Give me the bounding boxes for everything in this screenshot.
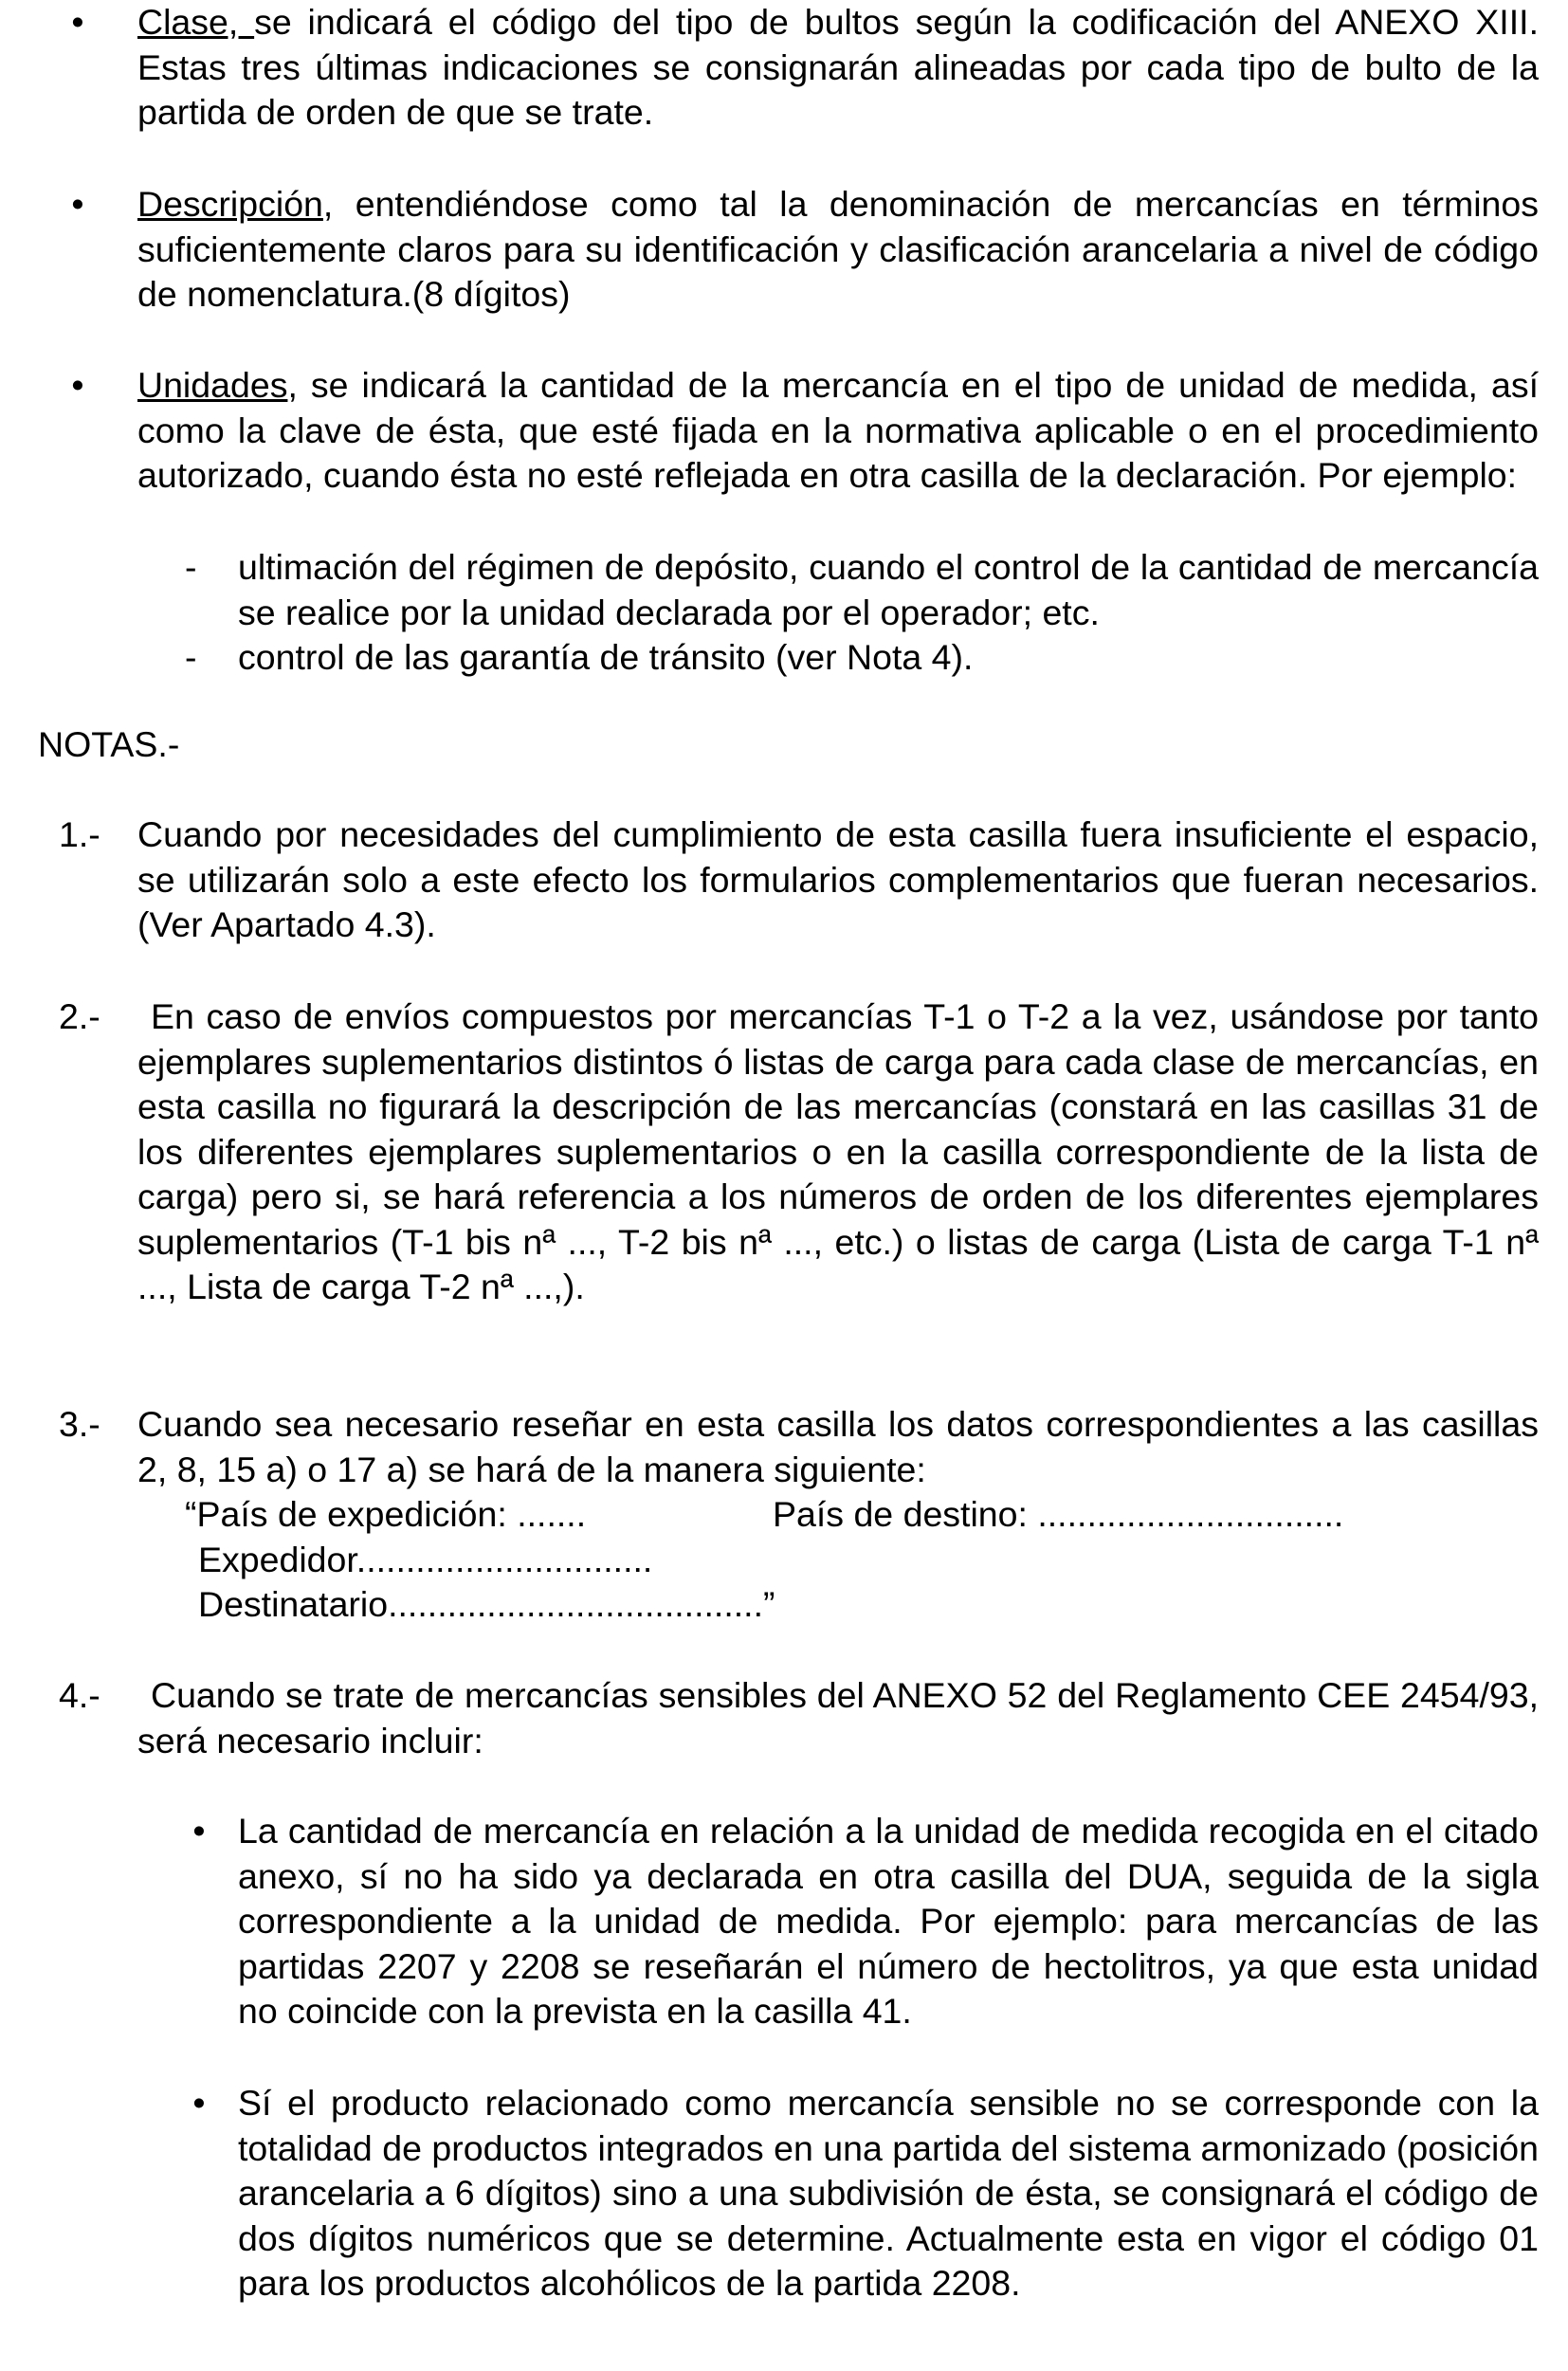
template-line-pais-expedicion: “País de expedición: .......: [185, 1494, 587, 1534]
dash-marker: -: [185, 637, 197, 677]
bullet-paragraph-descripcion: [137, 182, 1539, 318]
note-bullet-text: La cantidad de mercancía en relación a la unidad de medida recogida en el citado anexo, sí no ha sido ya declarada en otra casilla del DUA, seguida de la sigla correspondiente a la unidad de medida. Por ejemplo: para mercancías de las partidas 2207 y 2208 se reseñarán el número de hectolitros, ya que esta unidad no coincide con la prevista en la casilla 41.: [238, 1811, 1539, 2031]
note-text: En caso de envíos compuestos por mercancías T-1 o T-2 a la vez, usándose por tanto ejemplares suplementarios distintos ó listas de carga para cada clase de mercancías, en esta casilla no figurará la descripción de las mercancías (constará en las casillas 31 de los diferentes ejemplares suplementarios o en la casilla correspondiente de la lista de carga) pero si, se hará referencia a los números de orden de los diferentes ejemplares suplementarios (T-1 bis nª ..., T-2 bis nª ..., etc.) o listas de carga (Lista de carga T-1 nª ..., Lista de carga T-2 nª ...,).: [137, 996, 1539, 1306]
sub-item: ultimación del régimen de depósito, cuando el control de la cantidad de mercancía se realice por la unidad declarada por el operador; etc.: [238, 547, 1539, 632]
bullet-marker: •: [192, 2083, 206, 2123]
bullet-marker: •: [71, 2, 84, 42]
bullet-text: , entendiéndose como tal la denominación de mercancías en términos suficientemente claros para su identificación y clasificación arancelaria a nivel de código de nomenclatura.(8 dígitos): [137, 184, 1539, 314]
sub-item: control de las garantía de tránsito (ver Nota 4).: [238, 637, 974, 677]
note-bullet-text: Sí el producto relacionado como mercancía sensible no se corresponde con la totalidad de productos integrados en una partida del sistema armonizado (posición arancelaria a 6 dígitos) sino a una subdivisión de ésta, se consignará el código de dos dígitos numéricos que se determine. Actualmente esta en vigor el código 01 para los productos alcohólicos de la partida 2208.: [238, 2083, 1539, 2303]
term-descripcion: Descripción: [137, 184, 323, 224]
bullet-marker: •: [71, 365, 84, 405]
bullet-marker: •: [192, 1811, 206, 1851]
bullet-text: , se indicará la cantidad de la mercancía en el tipo de unidad de medida, así como la clave de ésta, que esté fijada en la normativa aplicable o en el procedimiento autorizado, cuando ésta no esté reflejada en otra casilla de la declaración. Por ejemplo:: [137, 365, 1539, 495]
notes-heading: NOTAS.-: [38, 724, 180, 764]
dash-marker: -: [185, 547, 197, 587]
note-number: 3.-: [59, 1404, 100, 1444]
bullet-marker: •: [71, 184, 84, 224]
term-unidades: Unidades: [137, 365, 288, 405]
note-text: Cuando por necesidades del cumplimiento de esta casilla fuera insuficiente el espacio, se utilizarán solo a este efecto los formularios complementarios que fueran necesarios. (Ver Apartado 4.3).: [137, 814, 1539, 944]
bullet-paragraph-clase: [137, 0, 1539, 136]
template-line-destinatario: Destinatario......................................”: [198, 1584, 775, 1624]
note-text: Cuando sea necesario reseñar en esta casilla los datos correspondientes a las casillas 2, 8, 15 a) o 17 a) se hará de la manera siguiente:: [137, 1404, 1539, 1489]
bullet-text: se indicará el código del tipo de bultos según la codificación del ANEXO XIII. Estas tres últimas indicaciones se consignarán alineadas por cada tipo de bulto de la partida de orden de que se trate.: [137, 2, 1539, 132]
note-number: 2.-: [59, 996, 100, 1036]
template-line-expedidor: Expedidor..............................: [198, 1540, 653, 1579]
note-number: 1.-: [59, 814, 100, 854]
term-clase: Clase,: [137, 2, 255, 42]
note-text: Cuando se trate de mercancías sensibles del ANEXO 52 del Reglamento CEE 2454/93, será necesario incluir:: [137, 1675, 1539, 1760]
note-number: 4.-: [59, 1675, 100, 1715]
bullet-paragraph-unidades: [137, 363, 1539, 499]
template-line-pais-destino: País de destino: ...............................: [773, 1494, 1344, 1534]
